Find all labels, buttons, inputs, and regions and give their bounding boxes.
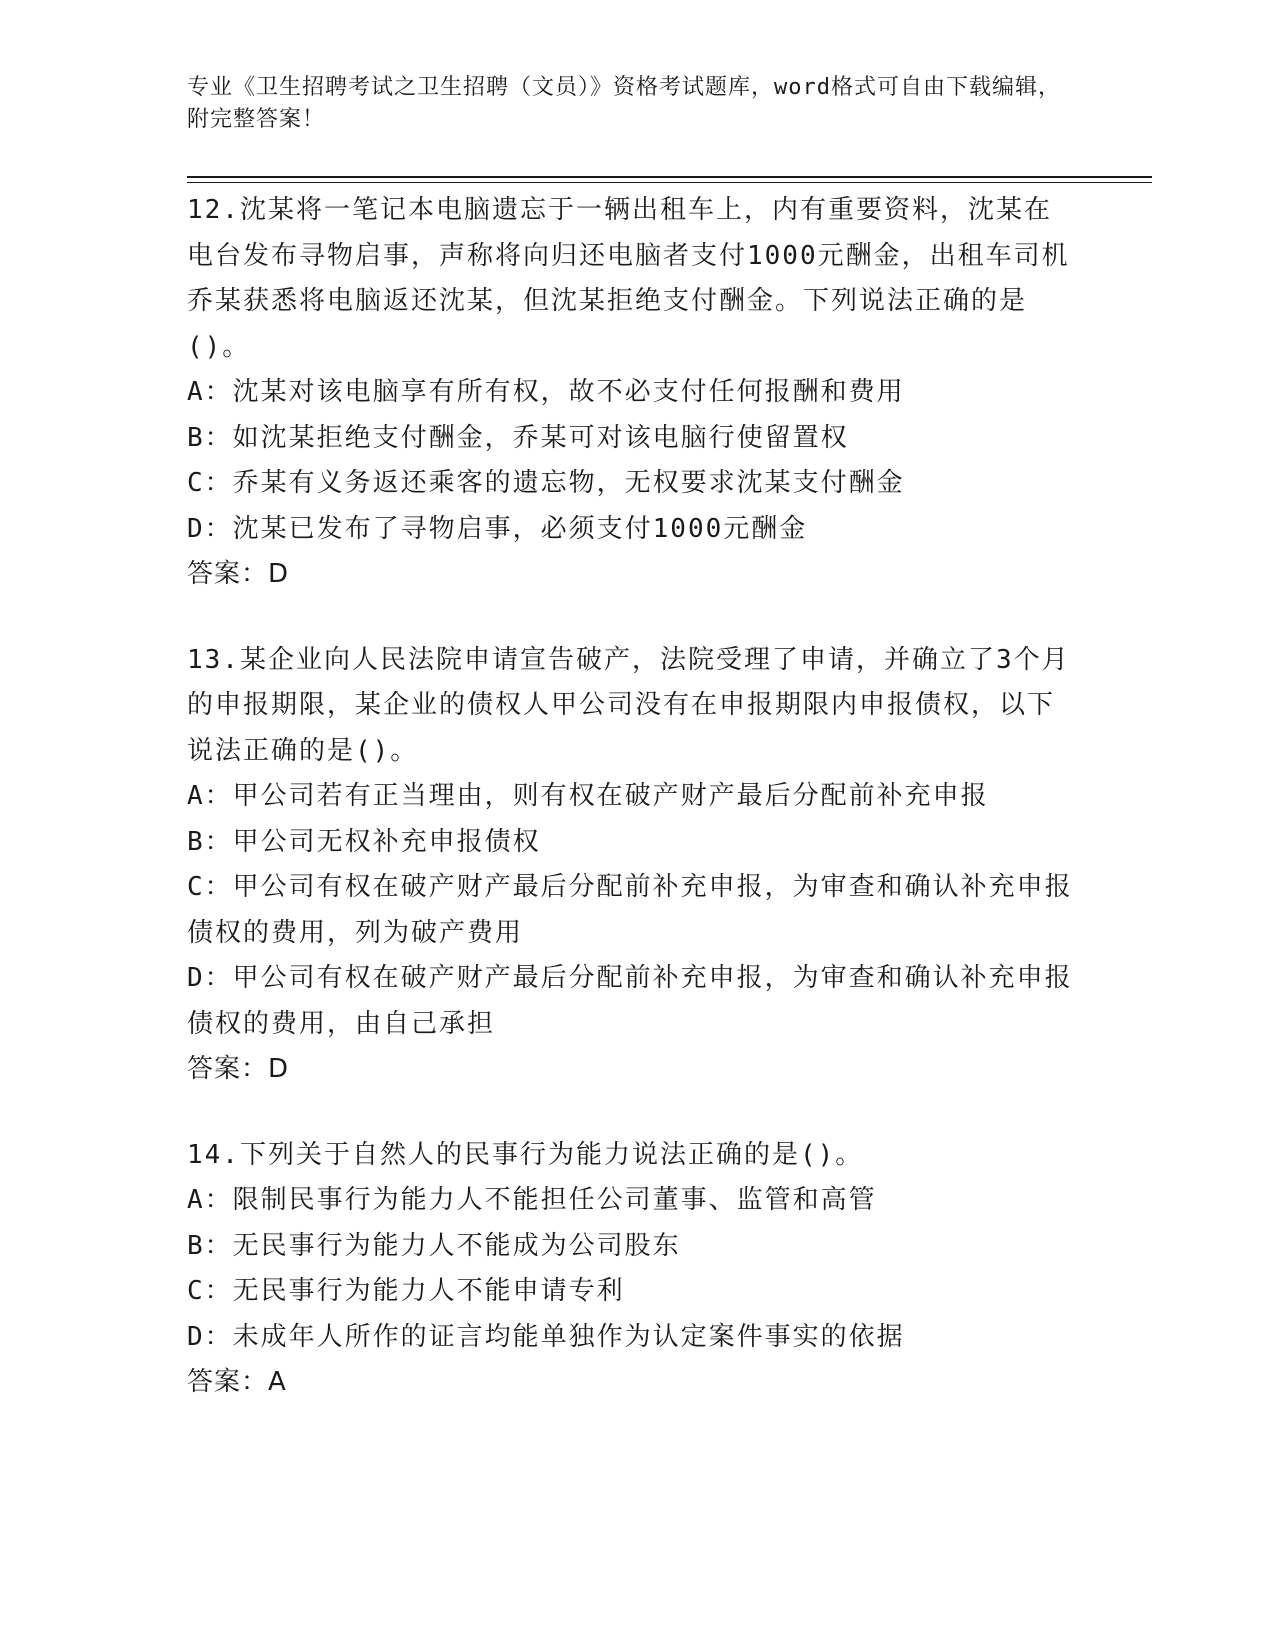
option-d: D：甲公司有权在破产财产最后分配前补充申报，为审查和确认补充申报债权的费用，由自己承担 [187,963,1073,1039]
answer-line: 答案：D [187,1054,290,1084]
option-d: D：未成年人所作的证言均能单独作为认定案件事实的依据 [187,1321,905,1352]
option-b: B：甲公司无权补充申报债权 [187,826,541,857]
answer-line: 答案：D [187,559,290,589]
question-list [187,188,1077,1446]
option-d: D：沈某已发布了寻物启事，必须支付1000元酬金 [187,513,808,544]
document-header: 专业《卫生招聘考试之卫生招聘（文员）》资格考试题库，word格式可自由下载编辑，附完整答案！ [187,75,1061,132]
option-a: A：限制民事行为能力人不能担任公司董事、监管和高管 [187,1185,877,1215]
option-a: A：甲公司若有正当理由，则有权在破产财产最后分配前补充申报 [187,781,989,811]
question-14 [187,1133,1077,1406]
option-c: C：无民事行为能力人不能申请专利 [187,1276,625,1306]
header-divider-thin [187,182,1152,183]
option-c: C：乔某有义务返还乘客的遗忘物，无权要求沈某支付酬金 [187,468,905,498]
option-b: B：如沈某拒绝支付酬金，乔某可对该电脑行使留置权 [187,422,849,453]
question-stem: 13.某企业向人民法院申请宣告破产，法院受理了申请，并确立了3个月的申报期限，某企业的债权人甲公司没有在申报期限内申报债权，以下说法正确的是()。 [187,644,1070,766]
question-stem: 12.沈某将一笔记本电脑遗忘于一辆出租车上，内有重要资料，沈某在电台发布寻物启事，声称将向归还电脑者支付1000元酬金，出租车司机乔某获悉将电脑返还沈某，但沈某拒绝支付酬金。下列说法正确的是()。 [187,195,1070,362]
option-a: A：沈某对该电脑享有所有权，故不必支付任何报酬和费用 [187,377,905,407]
question-13 [187,638,1077,1093]
header-divider-thick [187,176,1152,178]
answer-line: 答案：A [187,1367,287,1397]
option-b: B：无民事行为能力人不能成为公司股东 [187,1230,681,1261]
question-stem: 14.下列关于自然人的民事行为能力说法正确的是()。 [187,1139,864,1170]
option-c: C：甲公司有权在破产财产最后分配前补充申报，为审查和确认补充申报债权的费用，列为破产费用 [187,872,1073,948]
question-12 [187,188,1077,598]
